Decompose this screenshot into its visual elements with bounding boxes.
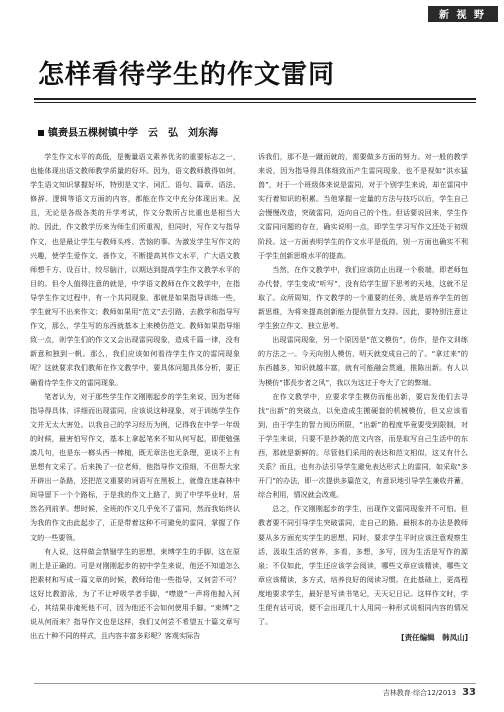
bullet-square-icon [38, 130, 44, 136]
footer-rule [34, 683, 476, 684]
right-column [258, 150, 468, 645]
left-column [30, 150, 240, 643]
paragraph: 诉我们，那不是一蹴而就的，需要做多方面的努力。对一般的教学来说，因为指导得具体细致而产生雷同现象，也不是视如“洪水猛兽”，对于一个班级体来说是雷同，对于个别学生来说，却在雷同中实行着知识的积累。当他掌握一定量的方法与技巧以后，学生自己会慢慢改造，突破雷同，迈向自己的个性。但话要说回来，学生作文雷同问题的存在，确实说明一点，即学生学习写作文还处于初级阶段。这一方面表明学生的作文水平是低的，别一方面也确实不利于学生创新思维水平的提高。 [258, 152, 468, 260]
editor-credit: [责任编辑 韩凤山] [401, 633, 468, 643]
paragraph: 总之，作文刚刚起步的学生，出现作文雷同现象并不可怕。但教者要不同引导学生突破雷同，走自己的路。最根本的办法是教师要从多方面充实学生的思想，同时，要求学生平时应该注意观察生活，汲取生活的营养，多看，多想，多写，因为生活是写作的源泉；不仅如此，学生还应该学会阅读，哪些文章应该精读，哪些文章应该精读，多方式，培养良好的阅读习惯。在此基础上，更高程度地要求学生，最好是写读书笔记，天天记日记。这样作文时，学生便有话可说，便不会出现几十人用同一种形式说相同内容的情况了。 [258, 504, 468, 627]
paragraph: 笔者认为，对于那些学生作文刚刚起步的学生来说，因为老师指导得具体，详细而出现雷同，应该说这种现象，对于训练学生作文并无太大害处。以我自己的学习经历为例，记得我在中学一年级的时候，最害怕写作文，基本上拿起笔来不知从何写起，即便勉强凑几句，也是东一榔头西一棒槌，既无章法也无条理，更谈不上有思想有文采了。后来换了一位老师，他指导作文很细，不但帮大家开辟出一条路，还把范文重要的词语写在黑板上，就像在迷森林中间导留下一个个路标，于是我的作文上路了，到了中学毕业时，居然名列前茅。想时候，全班的作文几乎免不了雷同，然而我始终认为我的作文由此起步了，正是带着这种不可避免的雷同，掌握了作文的一些要领。 [30, 391, 240, 542]
paragraph: 有人说，这样做会禁锢学生的思想，束缚学生的手脚，这在原则上是正确的。可是对刚刚起步的初中学生来说，他还不知道怎么把素材和写成一篇文章的时候，教师给他一些指导，又何尝不可？这好比教游泳，为了不让呼吸学者手脚，“噤遊”一声将他抛入河心，其结果非淹死他不可，因为他还不会如何使用手脚。“束缚”之说从何而来？指导作文也是这样，我们又何尝不希望五十篇文章写出五十种不同的样式，且内容丰富多彩呢？客观实际告 [30, 546, 240, 641]
journal-name: 吉林教育·综合12/2013 [382, 689, 457, 697]
author-text: 镇赉县五棵树镇中学 云 弘 刘东海 [48, 128, 218, 139]
paragraph: 学生作文水平的高低，是衡量语文素养优劣的重要标志之一，也能体现出语文教师教学质量的好坏。因为，语文教师教得如何，学生语文知识掌握好坏，特别是文字、词汇、语句、篇章、语法、修辞、逻辑等语文方面的内容，都能在作文中充分体现出来。況且，无论是各级各类的升学考试，作文分数所占比重也是相当大的。因此，作文教学历来为师生们所重视，但同时，写作文与指导作文，也是最让学生与教师头疼、苦恼的事。为激发学生写作文的兴趣，使学生爱作文、善作文，不断提高其作文水平，广大语文教师想千方、设百计，绞尽脑汁，以期达到提高学生作文教学水平的目的。但令人值得注意的就是，中学语文教师在作文教学中，在指导学生作文过程中，有一个共同现象，那就是如果指导训练一些，学生就写不出来作文；教师如果用“范文”去引路，去教学和指导写作文，那么，学生写的东西就基本上来模仿范文。教师如果指导细致一点，则学生们的作文又会出现雷同现象，造成千篇一律，没有新意和独到一帆。那么，我们应该如何看待学生作文的雷同现象呢？这就要求我们教师在作文教学中，要具体问题具体分析，要正确看待学生作文的雷同现象。 [30, 152, 240, 387]
page-number: 33 [462, 687, 476, 698]
paragraph: 出现雷同现象，另一个原因是“范文模仿”，仿作，是作文训练的方法之一。今天向别人模仿，明天就变成自己的了。“拿过来”的东西越多，知识就越丰富，就有可能融会贯通，推陈出新。有人以为模仿“邯長步者之风”，我以为这过于夸大了它的弊端。 [258, 335, 468, 387]
page-footer [383, 687, 476, 698]
paragraph: 在作文教学中，应要求学生模仿而能出新，要启发他们去寻找“出新”的突破点，以免造成生搬硬套的机械模仿，但又应该看到，由于学生的智力阅历所限，“出新”的程度毕竟要受到限制，对于学生来说，只要不是抄袭的范文内容，而是取写自己生活中的东西，那就是新鲜的。尽管他们采用的表达和范文相似，这又有什么关系？而且，也有办法引导学生避免表达形式上的雷同，如采取“多开门”的办法，即一次提供多篇范文，有意识地引导学生兼收并蓄，综合利用，情况就会改观。 [258, 391, 468, 500]
article-title: 怎样看待学生的作文雷同 [38, 60, 336, 90]
author-line [38, 124, 218, 139]
title-rule-thin [34, 102, 476, 103]
title-rule [34, 98, 476, 100]
paragraph: 当然，在作文教学中，我们应该防止出现一个极端，即老师包办代替，学生变成“听写”，没有给学生留下思考的天地，这就不足取了。众所周知，作文教学的一个重要的任务，就是培养学生的创新思维，为将来提高创新能力提供智力支持。因此，要特别注意让学生独立作文、独立思考。 [258, 264, 468, 331]
section-label: 新 视 野 [439, 10, 486, 21]
